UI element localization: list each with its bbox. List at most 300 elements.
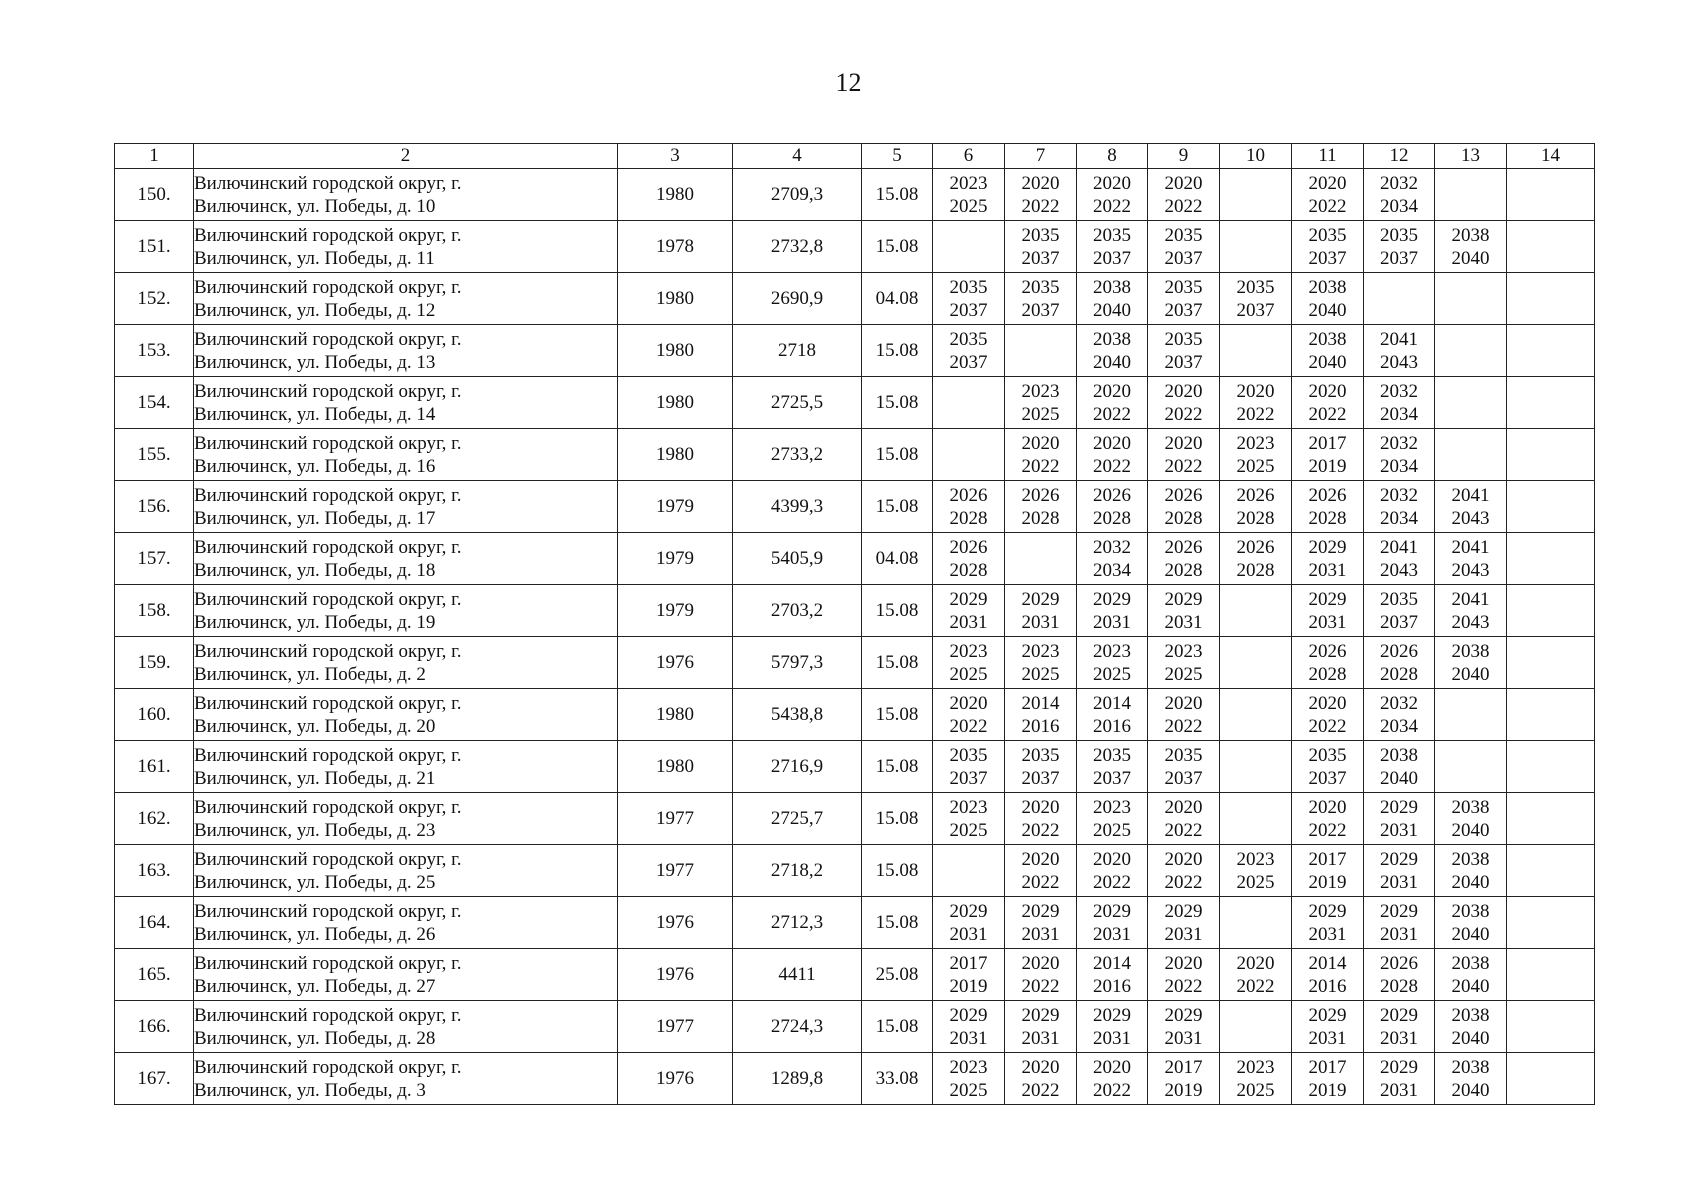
- table-row: [115, 637, 1595, 689]
- period-cell-col-12: [1364, 897, 1435, 949]
- area-value: 2709,3: [733, 169, 862, 221]
- table-row: [115, 169, 1595, 221]
- period-end-year: 2031: [1021, 611, 1060, 633]
- period-end-year: 2022: [1093, 455, 1131, 477]
- period-cell-col-13: [1435, 221, 1507, 273]
- period-cell-col-10: [1220, 897, 1292, 949]
- period-cell-col-11: [1292, 845, 1364, 897]
- period-end-year: 2028: [949, 559, 988, 581]
- period-cell-col-14: [1507, 377, 1595, 429]
- area-value: 2732,8: [733, 221, 862, 273]
- period-cell-col-10: [1220, 845, 1292, 897]
- address-line-1: Вилючинский городской округ, г.: [194, 484, 462, 506]
- address-cell: [194, 793, 618, 845]
- period-end-year: 2037: [1164, 767, 1203, 789]
- period-cell-col-12: [1364, 221, 1435, 273]
- area-value: 2725,5: [733, 377, 862, 429]
- period-start-year: 2035: [949, 276, 988, 298]
- row-number: 166.: [115, 1001, 194, 1053]
- row-number: 165.: [115, 949, 194, 1001]
- period-end-year: 2028: [1021, 507, 1060, 529]
- period-end-year: 2031: [949, 611, 988, 633]
- period-end-year: 2040: [1093, 351, 1131, 373]
- period-start-year: 2035: [1021, 276, 1060, 298]
- period-cell-col-14: [1507, 897, 1595, 949]
- period-cell-col-7: [1005, 1053, 1077, 1105]
- period-start-year: 2017: [949, 952, 988, 974]
- period-cell-col-8: [1077, 585, 1148, 637]
- period-cell-col-14: [1507, 533, 1595, 585]
- period-end-year: 2025: [1093, 819, 1131, 841]
- period-cell-col-12: [1364, 637, 1435, 689]
- period-start-year: 2020: [1164, 172, 1203, 194]
- period-start-year: 2020: [1021, 1056, 1060, 1078]
- period-cell-col-12: [1364, 741, 1435, 793]
- period-start-year: 2035: [1021, 224, 1060, 246]
- table-row: [115, 429, 1595, 481]
- build-year: 1980: [618, 429, 733, 481]
- area-value: 2716,9: [733, 741, 862, 793]
- period-start-year: 2017: [1164, 1056, 1203, 1078]
- period-end-year: 2037: [1380, 247, 1418, 269]
- period-start-year: 2026: [1308, 484, 1347, 506]
- address-line-1: Вилючинский городской округ, г.: [194, 796, 462, 818]
- period-start-year: 2041: [1380, 328, 1418, 350]
- code-value: 15.08: [862, 845, 933, 897]
- column-number-2: 2: [194, 144, 618, 169]
- period-cell-col-10: [1220, 949, 1292, 1001]
- period-end-year: 2034: [1380, 715, 1418, 737]
- row-number: 159.: [115, 637, 194, 689]
- period-cell-col-11: [1292, 481, 1364, 533]
- period-cell-col-6: [933, 533, 1005, 585]
- build-year: 1980: [618, 689, 733, 741]
- address-cell: [194, 845, 618, 897]
- period-end-year: 2037: [1093, 247, 1131, 269]
- period-end-year: 2028: [1164, 507, 1203, 529]
- period-start-year: 2026: [1236, 484, 1275, 506]
- period-start-year: 2035: [1021, 744, 1060, 766]
- period-end-year: 2022: [1021, 819, 1060, 841]
- period-start-year: 2020: [1164, 692, 1203, 714]
- address-cell: [194, 325, 618, 377]
- column-number-10: 10: [1220, 144, 1292, 169]
- period-start-year: 2035: [1093, 224, 1131, 246]
- address-line-1: Вилючинский городской округ, г.: [194, 744, 462, 766]
- period-end-year: 2022: [949, 715, 988, 737]
- period-cell-col-10: [1220, 481, 1292, 533]
- period-cell-col-13: [1435, 1053, 1507, 1105]
- period-end-year: 2040: [1451, 663, 1490, 685]
- period-cell-col-13: [1435, 741, 1507, 793]
- period-end-year: 2031: [1380, 923, 1418, 945]
- area-value: 2712,3: [733, 897, 862, 949]
- period-end-year: 2028: [1093, 507, 1131, 529]
- period-end-year: 2022: [1308, 403, 1347, 425]
- code-value: 33.08: [862, 1053, 933, 1105]
- period-end-year: 2031: [1380, 819, 1418, 841]
- address-line-2: Вилючинск, ул. Победы, д. 28: [194, 1027, 436, 1049]
- period-end-year: 2025: [1236, 1079, 1275, 1101]
- row-number: 157.: [115, 533, 194, 585]
- column-number-13: 13: [1435, 144, 1507, 169]
- row-number: 155.: [115, 429, 194, 481]
- period-start-year: 2020: [1164, 796, 1203, 818]
- period-end-year: 2037: [1236, 299, 1275, 321]
- period-start-year: 2035: [1308, 744, 1347, 766]
- period-cell-col-10: [1220, 1053, 1292, 1105]
- build-year: 1978: [618, 221, 733, 273]
- period-cell-col-7: [1005, 845, 1077, 897]
- table-row: [115, 221, 1595, 273]
- period-start-year: 2038: [1308, 276, 1347, 298]
- period-end-year: 2022: [1164, 819, 1203, 841]
- build-year: 1976: [618, 637, 733, 689]
- table-row: [115, 533, 1595, 585]
- period-start-year: 2038: [1451, 224, 1490, 246]
- address-line-1: Вилючинский городской округ, г.: [194, 328, 462, 350]
- period-cell-col-11: [1292, 429, 1364, 481]
- address-line-2: Вилючинск, ул. Победы, д. 11: [194, 247, 435, 269]
- row-number: 161.: [115, 741, 194, 793]
- address-line-1: Вилючинский городской округ, г.: [194, 380, 462, 402]
- period-end-year: 2040: [1451, 923, 1490, 945]
- period-end-year: 2025: [1236, 871, 1275, 893]
- period-end-year: 2034: [1380, 507, 1418, 529]
- table-row: [115, 585, 1595, 637]
- period-end-year: 2043: [1380, 351, 1418, 373]
- address-cell: [194, 221, 618, 273]
- period-end-year: 2028: [1308, 507, 1347, 529]
- period-cell-col-6: [933, 325, 1005, 377]
- period-cell-col-13: [1435, 845, 1507, 897]
- table-row: [115, 897, 1595, 949]
- row-number: 153.: [115, 325, 194, 377]
- period-cell-col-11: [1292, 793, 1364, 845]
- period-cell-col-12: [1364, 533, 1435, 585]
- period-cell-col-13: [1435, 793, 1507, 845]
- period-cell-col-7: [1005, 221, 1077, 273]
- table-row: [115, 741, 1595, 793]
- period-cell-col-11: [1292, 169, 1364, 221]
- period-cell-col-8: [1077, 897, 1148, 949]
- table-row: [115, 325, 1595, 377]
- address-line-1: Вилючинский городской округ, г.: [194, 1004, 462, 1026]
- address-line-2: Вилючинск, ул. Победы, д. 21: [194, 767, 436, 789]
- address-line-1: Вилючинский городской округ, г.: [194, 276, 462, 298]
- period-start-year: 2029: [1021, 900, 1060, 922]
- period-start-year: 2020: [1308, 692, 1347, 714]
- period-cell-col-9: [1148, 169, 1220, 221]
- period-end-year: 2037: [1164, 351, 1203, 373]
- address-line-2: Вилючинск, ул. Победы, д. 3: [194, 1079, 426, 1101]
- period-cell-col-9: [1148, 325, 1220, 377]
- build-year: 1980: [618, 741, 733, 793]
- period-end-year: 2022: [1093, 403, 1131, 425]
- period-cell-col-11: [1292, 1001, 1364, 1053]
- period-cell-col-11: [1292, 221, 1364, 273]
- period-cell-col-11: [1292, 949, 1364, 1001]
- build-year: 1980: [618, 325, 733, 377]
- period-cell-col-14: [1507, 169, 1595, 221]
- period-start-year: 2029: [1380, 1004, 1418, 1026]
- period-end-year: 2031: [1380, 1079, 1418, 1101]
- period-end-year: 2031: [1164, 1027, 1203, 1049]
- period-cell-col-8: [1077, 273, 1148, 325]
- address-line-2: Вилючинск, ул. Победы, д. 17: [194, 507, 436, 529]
- period-cell-col-7: [1005, 741, 1077, 793]
- address-line-2: Вилючинск, ул. Победы, д. 2: [194, 663, 426, 685]
- area-value: 2718: [733, 325, 862, 377]
- period-cell-col-9: [1148, 845, 1220, 897]
- period-cell-col-9: [1148, 481, 1220, 533]
- period-cell-col-14: [1507, 429, 1595, 481]
- period-start-year: 2020: [1308, 796, 1347, 818]
- period-start-year: 2026: [1236, 536, 1275, 558]
- period-end-year: 2019: [949, 975, 988, 997]
- address-line-1: Вилючинский городской округ, г.: [194, 692, 462, 714]
- period-end-year: 2031: [1380, 1027, 1418, 1049]
- period-cell-col-8: [1077, 481, 1148, 533]
- build-year: 1979: [618, 533, 733, 585]
- period-start-year: 2020: [1308, 380, 1347, 402]
- address-line-1: Вилючинский городской округ, г.: [194, 172, 462, 194]
- period-start-year: 2029: [1021, 1004, 1060, 1026]
- period-end-year: 2031: [1164, 611, 1203, 633]
- period-start-year: 2032: [1380, 380, 1418, 402]
- period-cell-col-12: [1364, 273, 1435, 325]
- period-end-year: 2040: [1451, 247, 1490, 269]
- period-cell-col-11: [1292, 325, 1364, 377]
- period-cell-col-14: [1507, 481, 1595, 533]
- period-start-year: 2017: [1308, 432, 1347, 454]
- period-end-year: 2031: [1164, 923, 1203, 945]
- period-start-year: 2032: [1380, 432, 1418, 454]
- period-end-year: 2022: [1021, 1079, 1060, 1101]
- period-start-year: 2020: [949, 692, 988, 714]
- period-cell-col-10: [1220, 273, 1292, 325]
- row-number: 150.: [115, 169, 194, 221]
- address-line-1: Вилючинский городской округ, г.: [194, 952, 462, 974]
- period-end-year: 2031: [1021, 923, 1060, 945]
- build-year: 1976: [618, 949, 733, 1001]
- period-start-year: 2023: [949, 172, 988, 194]
- period-end-year: 2034: [1093, 559, 1131, 581]
- period-cell-col-10: [1220, 429, 1292, 481]
- period-cell-col-8: [1077, 1053, 1148, 1105]
- code-value: 15.08: [862, 897, 933, 949]
- period-end-year: 2040: [1451, 1027, 1490, 1049]
- period-start-year: 2041: [1451, 536, 1490, 558]
- period-start-year: 2023: [949, 1056, 988, 1078]
- period-end-year: 2022: [1021, 455, 1060, 477]
- period-end-year: 2037: [949, 767, 988, 789]
- period-end-year: 2040: [1308, 351, 1347, 373]
- address-line-1: Вилючинский городской округ, г.: [194, 640, 462, 662]
- period-end-year: 2025: [1021, 403, 1060, 425]
- period-cell-col-9: [1148, 1053, 1220, 1105]
- period-end-year: 2025: [1021, 663, 1060, 685]
- period-cell-col-14: [1507, 325, 1595, 377]
- column-number-9: 9: [1148, 144, 1220, 169]
- column-number-14: 14: [1507, 144, 1595, 169]
- period-end-year: 2031: [1308, 611, 1347, 633]
- period-start-year: 2029: [1308, 900, 1347, 922]
- period-cell-col-6: [933, 1001, 1005, 1053]
- period-cell-col-11: [1292, 585, 1364, 637]
- period-end-year: 2040: [1308, 299, 1347, 321]
- period-cell-col-12: [1364, 169, 1435, 221]
- period-end-year: 2034: [1380, 403, 1418, 425]
- period-start-year: 2017: [1308, 848, 1347, 870]
- period-end-year: 2019: [1308, 455, 1347, 477]
- period-cell-col-10: [1220, 377, 1292, 429]
- area-value: 2703,2: [733, 585, 862, 637]
- period-start-year: 2029: [949, 1004, 988, 1026]
- period-start-year: 2026: [1164, 536, 1203, 558]
- period-end-year: 2022: [1308, 195, 1347, 217]
- period-start-year: 2038: [1451, 848, 1490, 870]
- period-cell-col-6: [933, 1053, 1005, 1105]
- column-number-5: 5: [862, 144, 933, 169]
- period-cell-col-12: [1364, 585, 1435, 637]
- period-start-year: 2035: [949, 328, 988, 350]
- period-cell-col-14: [1507, 221, 1595, 273]
- period-cell-col-6: [933, 845, 1005, 897]
- period-end-year: 2037: [1021, 247, 1060, 269]
- period-start-year: 2035: [1380, 224, 1418, 246]
- period-start-year: 2032: [1093, 536, 1131, 558]
- column-number-3: 3: [618, 144, 733, 169]
- area-value: 2718,2: [733, 845, 862, 897]
- period-cell-col-8: [1077, 429, 1148, 481]
- period-end-year: 2022: [1164, 871, 1203, 893]
- period-cell-col-9: [1148, 637, 1220, 689]
- period-cell-col-13: [1435, 1001, 1507, 1053]
- period-cell-col-10: [1220, 325, 1292, 377]
- period-end-year: 2025: [949, 195, 988, 217]
- period-end-year: 2022: [1164, 975, 1203, 997]
- period-start-year: 2041: [1451, 588, 1490, 610]
- table-row: [115, 949, 1595, 1001]
- period-start-year: 2035: [1164, 328, 1203, 350]
- period-end-year: 2022: [1093, 871, 1131, 893]
- period-end-year: 2037: [1021, 767, 1060, 789]
- period-start-year: 2023: [1236, 848, 1275, 870]
- period-cell-col-8: [1077, 949, 1148, 1001]
- table-row: [115, 273, 1595, 325]
- table-row: [115, 1053, 1595, 1105]
- period-cell-col-10: [1220, 637, 1292, 689]
- period-start-year: 2023: [1093, 640, 1131, 662]
- period-end-year: 2019: [1308, 871, 1347, 893]
- period-end-year: 2040: [1451, 975, 1490, 997]
- period-cell-col-7: [1005, 1001, 1077, 1053]
- period-cell-col-11: [1292, 1053, 1364, 1105]
- period-cell-col-6: [933, 897, 1005, 949]
- period-start-year: 2032: [1380, 172, 1418, 194]
- period-start-year: 2035: [1236, 276, 1275, 298]
- period-end-year: 2043: [1451, 611, 1490, 633]
- period-cell-col-9: [1148, 897, 1220, 949]
- period-start-year: 2035: [1164, 744, 1203, 766]
- period-cell-col-8: [1077, 221, 1148, 273]
- period-start-year: 2029: [1093, 1004, 1131, 1026]
- period-cell-col-11: [1292, 377, 1364, 429]
- period-cell-col-11: [1292, 897, 1364, 949]
- column-number-6: 6: [933, 144, 1005, 169]
- table-row: [115, 689, 1595, 741]
- period-start-year: 2020: [1021, 796, 1060, 818]
- period-end-year: 2031: [1308, 1027, 1347, 1049]
- period-start-year: 2023: [1093, 796, 1131, 818]
- period-cell-col-13: [1435, 585, 1507, 637]
- period-start-year: 2035: [949, 744, 988, 766]
- period-start-year: 2038: [1093, 328, 1131, 350]
- period-start-year: 2014: [1021, 692, 1060, 714]
- period-start-year: 2029: [1164, 1004, 1203, 1026]
- period-start-year: 2020: [1164, 848, 1203, 870]
- period-start-year: 2038: [1451, 952, 1490, 974]
- period-end-year: 2031: [1093, 1027, 1131, 1049]
- period-cell-col-7: [1005, 637, 1077, 689]
- period-cell-col-14: [1507, 273, 1595, 325]
- period-start-year: 2026: [1380, 952, 1418, 974]
- period-start-year: 2026: [949, 536, 988, 558]
- period-start-year: 2029: [1380, 848, 1418, 870]
- period-end-year: 2037: [1093, 767, 1131, 789]
- period-start-year: 2041: [1451, 484, 1490, 506]
- row-number: 158.: [115, 585, 194, 637]
- address-line-2: Вилючинск, ул. Победы, д. 12: [194, 299, 436, 321]
- address-line-1: Вилючинский городской округ, г.: [194, 588, 462, 610]
- period-cell-col-9: [1148, 1001, 1220, 1053]
- address-line-2: Вилючинск, ул. Победы, д. 23: [194, 819, 436, 841]
- period-end-year: 2022: [1164, 403, 1203, 425]
- address-line-2: Вилючинск, ул. Победы, д. 14: [194, 403, 436, 425]
- period-start-year: 2020: [1093, 848, 1131, 870]
- period-start-year: 2023: [1236, 432, 1275, 454]
- period-end-year: 2025: [949, 663, 988, 685]
- period-end-year: 2043: [1451, 559, 1490, 581]
- period-end-year: 2037: [1308, 247, 1347, 269]
- period-cell-col-14: [1507, 741, 1595, 793]
- period-cell-col-6: [933, 949, 1005, 1001]
- period-start-year: 2029: [1308, 588, 1347, 610]
- period-cell-col-7: [1005, 793, 1077, 845]
- period-end-year: 2028: [1164, 559, 1203, 581]
- code-value: 15.08: [862, 585, 933, 637]
- period-end-year: 2022: [1164, 715, 1203, 737]
- period-cell-col-7: [1005, 377, 1077, 429]
- period-end-year: 2022: [1236, 975, 1275, 997]
- page-number: 12: [835, 68, 862, 97]
- period-cell-col-7: [1005, 689, 1077, 741]
- period-cell-col-6: [933, 377, 1005, 429]
- row-number: 160.: [115, 689, 194, 741]
- period-end-year: 2043: [1451, 507, 1490, 529]
- period-start-year: 2023: [1164, 640, 1203, 662]
- period-cell-col-6: [933, 585, 1005, 637]
- period-cell-col-10: [1220, 741, 1292, 793]
- period-end-year: 2019: [1164, 1079, 1203, 1101]
- code-value: 15.08: [862, 481, 933, 533]
- period-cell-col-13: [1435, 377, 1507, 429]
- period-cell-col-11: [1292, 689, 1364, 741]
- address-line-2: Вилючинск, ул. Победы, д. 20: [194, 715, 436, 737]
- period-start-year: 2038: [1451, 1056, 1490, 1078]
- area-value: 2725,7: [733, 793, 862, 845]
